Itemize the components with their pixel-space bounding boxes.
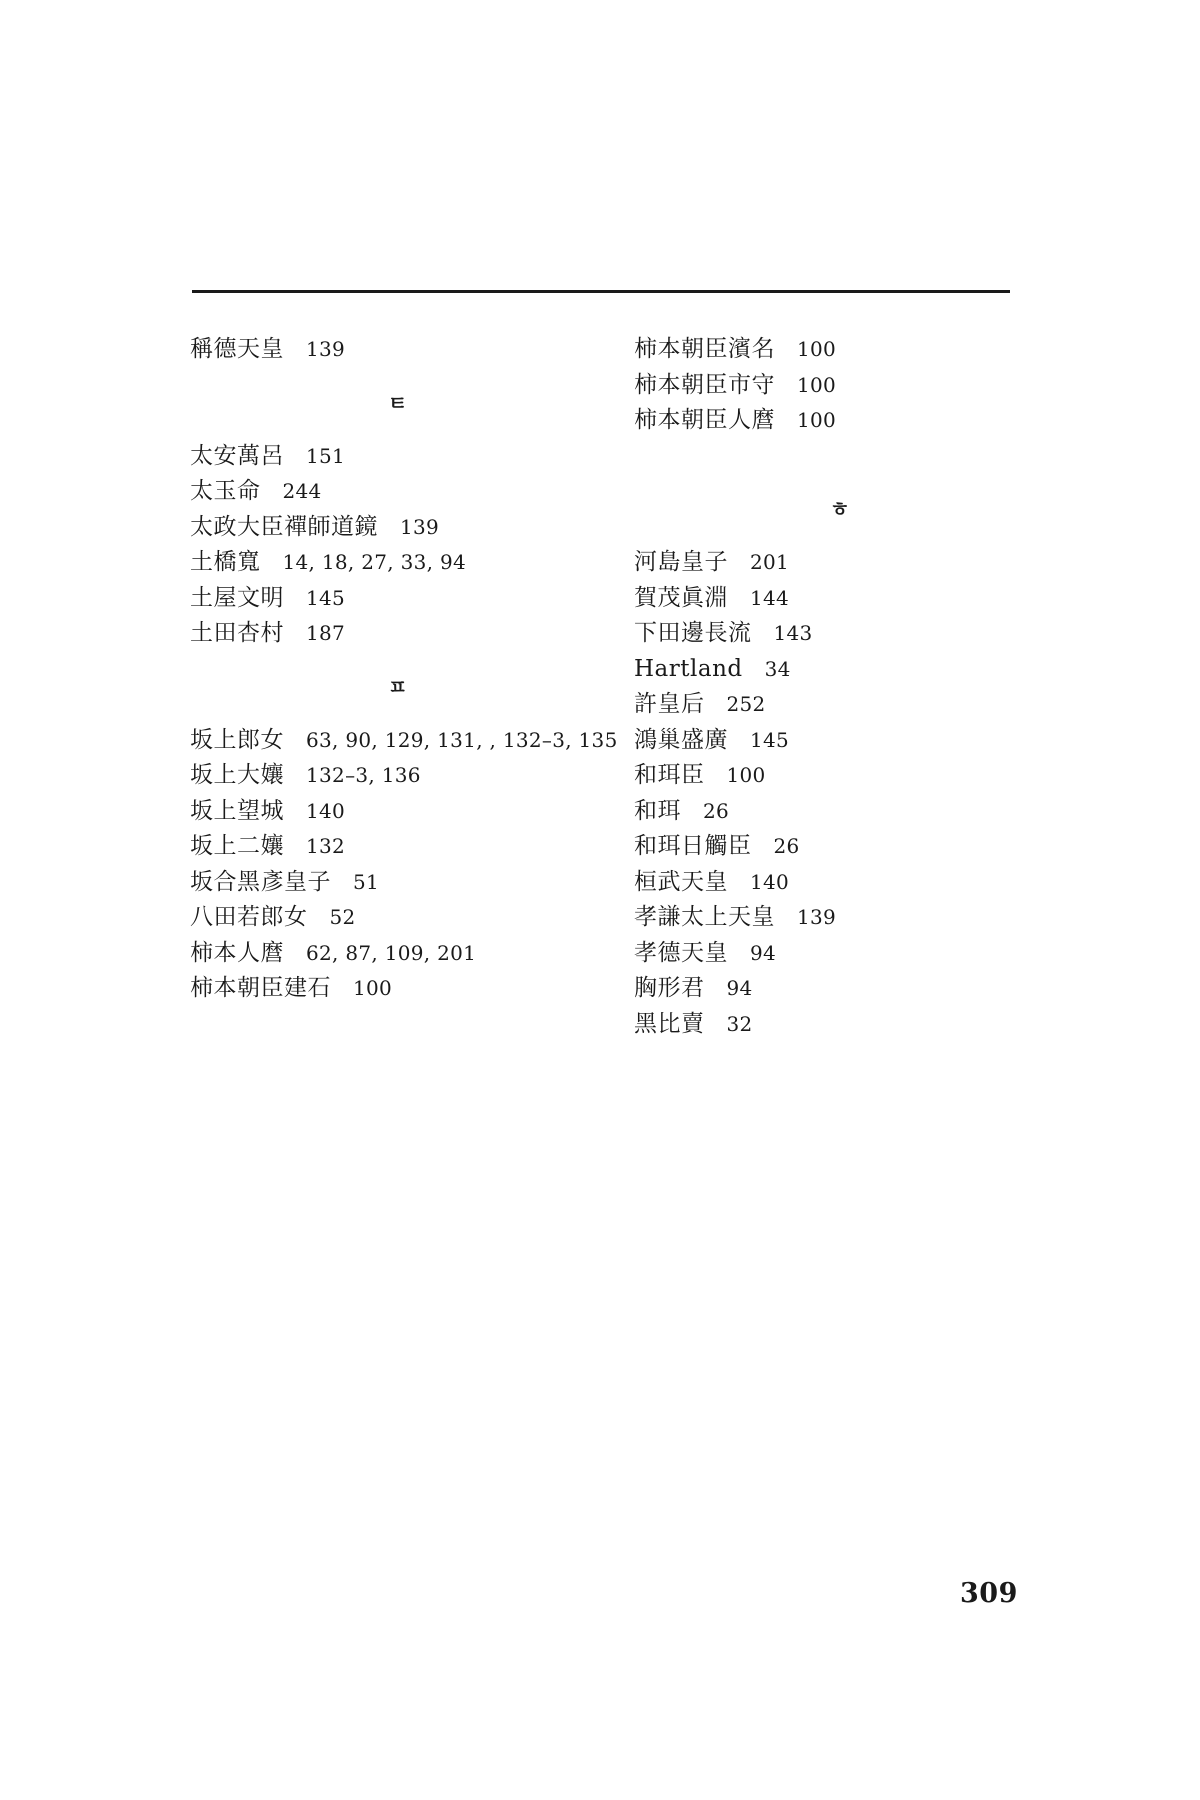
index-entry <box>190 829 630 865</box>
index-page-refs: 151 <box>306 443 346 468</box>
index-term: 土屋文明 <box>190 584 284 611</box>
index-entry <box>634 936 1034 972</box>
index-page-refs: 52 <box>329 905 356 929</box>
index-term: 太玉命 <box>190 478 261 504</box>
index-page-refs: 139 <box>306 337 346 361</box>
index-term: 土橋寬 <box>190 549 261 575</box>
index-term: 太安萬呂 <box>190 442 284 469</box>
index-entry <box>190 900 630 936</box>
index-page-refs: 94 <box>726 976 753 1000</box>
section-heading-letter: ㅌ <box>388 390 408 415</box>
index-page-refs: 252 <box>726 692 766 716</box>
index-page-refs: 143 <box>773 621 813 645</box>
index-entry <box>634 403 1034 439</box>
index-entry <box>634 616 1034 652</box>
index-term: 鴻巢盛廣 <box>634 726 728 753</box>
index-column-right <box>634 332 1034 1042</box>
index-entry <box>190 332 630 368</box>
index-term: 太政大臣禪師道鏡 <box>190 513 378 540</box>
index-entry <box>634 652 1034 688</box>
index-term: 坂上望城 <box>190 797 284 824</box>
index-column-left <box>190 332 630 1007</box>
index-entry <box>634 900 1034 936</box>
index-entry <box>634 1007 1034 1043</box>
section-heading <box>190 368 630 439</box>
index-entry <box>634 829 1034 865</box>
page-number: 309 <box>960 1578 1018 1609</box>
index-entry <box>190 723 630 759</box>
index-page-refs: 94 <box>750 940 777 965</box>
index-entry <box>634 545 1034 581</box>
index-page-refs: 145 <box>306 585 346 610</box>
index-term: 坂上大孃 <box>190 762 284 788</box>
index-page-refs: 63, 90, 129, 131, , 132–3, 135 <box>306 727 618 752</box>
index-page-refs: 26 <box>773 834 800 858</box>
index-term: 土田杏村 <box>190 620 284 646</box>
index-entry <box>190 936 630 972</box>
index-entry <box>634 332 1034 368</box>
index-term: 坂上郎女 <box>190 726 284 753</box>
section-heading-letter: ㅎ <box>830 497 850 521</box>
index-page-refs: 145 <box>750 727 790 752</box>
index-entry <box>190 474 630 510</box>
index-entry <box>634 971 1034 1007</box>
index-page-refs: 14, 18, 27, 33, 94 <box>282 550 467 574</box>
index-term: 黑比賣 <box>634 1010 705 1037</box>
index-page-refs: 100 <box>353 976 393 1000</box>
spacer <box>634 439 1034 475</box>
index-entry <box>634 687 1034 723</box>
index-entry <box>190 758 630 794</box>
index-page-refs: 144 <box>750 585 790 610</box>
index-term: 下田邊長流 <box>634 620 752 646</box>
section-heading-letter: ㅍ <box>388 674 408 699</box>
index-page-refs: 187 <box>306 621 346 645</box>
index-entry <box>634 794 1034 830</box>
index-entry <box>190 616 630 652</box>
index-page-refs: 100 <box>726 763 766 787</box>
index-term: 坂合黑彥皇子 <box>190 868 331 895</box>
index-entry <box>634 368 1034 404</box>
index-entry <box>634 581 1034 617</box>
index-page-refs: 100 <box>797 408 837 432</box>
index-term: Hartland <box>634 655 743 682</box>
header-rule <box>192 290 1010 293</box>
index-entry <box>190 794 630 830</box>
index-term: 桓武天皇 <box>634 868 728 895</box>
index-entry <box>634 723 1034 759</box>
index-term: 八田若郎女 <box>190 904 308 930</box>
index-entry <box>634 758 1034 794</box>
index-entry <box>190 581 630 617</box>
index-page-refs: 244 <box>282 479 322 503</box>
index-page-refs: 139 <box>400 514 440 539</box>
index-entry <box>190 971 630 1007</box>
index-page-refs: 34 <box>764 656 791 681</box>
index-entry <box>190 439 630 475</box>
index-page-refs: 26 <box>703 798 730 823</box>
index-term: 賀茂眞淵 <box>634 584 728 611</box>
index-page-refs: 139 <box>797 905 837 929</box>
index-term: 稱德天皇 <box>190 336 284 362</box>
index-term: 柿本朝臣濱名 <box>634 336 775 362</box>
index-entry <box>190 545 630 581</box>
index-entry <box>190 865 630 901</box>
index-term: 胸形君 <box>634 975 705 1001</box>
index-page-refs: 100 <box>797 372 837 397</box>
index-term: 孝謙太上天皇 <box>634 904 775 930</box>
index-term: 和珥 <box>634 797 681 824</box>
index-page-refs: 132 <box>306 834 346 858</box>
index-page-refs: 132–3, 136 <box>306 763 421 787</box>
index-page-refs: 201 <box>750 550 790 574</box>
index-page-refs: 51 <box>353 869 380 894</box>
index-term: 柿本人麿 <box>190 939 284 966</box>
index-page-refs: 140 <box>306 798 346 823</box>
index-term: 坂上二孃 <box>190 833 284 859</box>
section-heading <box>634 474 1034 545</box>
section-heading <box>190 652 630 723</box>
index-term: 柿本朝臣建石 <box>190 975 331 1001</box>
index-page-refs: 32 <box>726 1011 753 1036</box>
index-term: 河島皇子 <box>634 549 728 575</box>
index-term: 許皇后 <box>634 691 705 717</box>
index-page-refs: 62, 87, 109, 201 <box>306 940 477 965</box>
index-term: 和珥日觸臣 <box>634 833 752 859</box>
index-page-refs: 100 <box>797 337 837 361</box>
index-page-refs: 140 <box>750 869 790 894</box>
index-term: 孝德天皇 <box>634 939 728 966</box>
index-term: 和珥臣 <box>634 762 705 788</box>
index-entry <box>190 510 630 546</box>
index-term: 柿本朝臣人麿 <box>634 407 775 433</box>
index-term: 柿本朝臣市守 <box>634 371 775 398</box>
index-entry <box>634 865 1034 901</box>
